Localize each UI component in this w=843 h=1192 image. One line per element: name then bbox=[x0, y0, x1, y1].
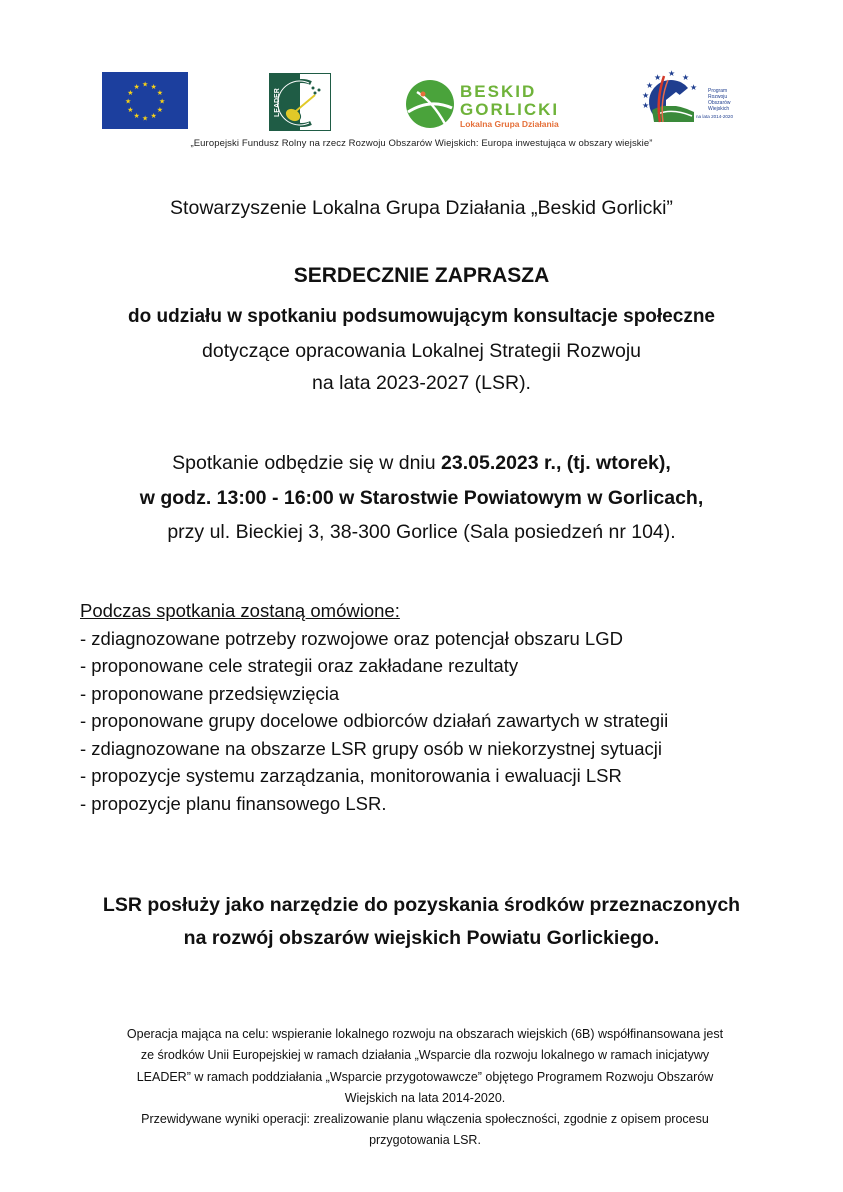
svg-text:★: ★ bbox=[642, 91, 650, 100]
beskid-logo-line3: Lokalna Grupa Działania bbox=[460, 119, 559, 129]
agenda-item: - zdiagnozowane potrzeby rozwojowe oraz potencjał obszaru LGD bbox=[80, 627, 623, 649]
leader-logo-text: LEADER bbox=[274, 88, 281, 117]
eu-flag-logo bbox=[102, 72, 188, 129]
eu-star-icon: ★ bbox=[125, 97, 132, 106]
svg-text:★: ★ bbox=[654, 73, 662, 82]
eu-star-icon: ★ bbox=[142, 80, 149, 89]
eu-star-icon: ★ bbox=[150, 112, 157, 121]
prow-logo bbox=[640, 70, 740, 126]
footer-line: Operacja mająca na celu: wspieranie lokalnego rozwoju na obszarach wiejskich (6B) współfinansowana jest bbox=[126, 1027, 724, 1041]
svg-text:★: ★ bbox=[646, 81, 654, 90]
prow-logo-line2: Rozwoju bbox=[708, 94, 728, 100]
prow-logo-years: na lata 2014-2020 bbox=[696, 114, 734, 119]
footer-line: ze środków Unii Europejskiej w ramach działania „Wsparcie dla rozwoju lokalnego w ramach inicjatywy bbox=[140, 1048, 710, 1063]
prow-logo-line1: Program bbox=[708, 88, 728, 94]
agenda-item: - propozycje planu finansowego LSR. bbox=[80, 792, 387, 814]
agenda-item: - proponowane grupy docelowe odbiorców działań zawartych w strategii bbox=[80, 710, 669, 731]
organization-name: Stowarzyszenie Lokalna Grupa Działania „Beskid Gorlicki” bbox=[170, 197, 673, 219]
footer-line: LEADER” w ramach poddziałania „Wsparcie przygotowawcze” objętego Programem Rozwoju Obszarów bbox=[136, 1069, 714, 1084]
fund-tagline: „Europejski Fundusz Rolny na rzecz Rozwoju Obszarów Wiejskich: Europa inwestująca w obszary wiejskie” bbox=[190, 138, 653, 149]
eu-star-icon: ★ bbox=[159, 97, 166, 106]
summary-line-1: LSR posłuży jako narzędzie do pozyskania środków przeznaczonych bbox=[102, 894, 741, 916]
eu-star-icon: ★ bbox=[127, 89, 134, 97]
eu-star-icon: ★ bbox=[133, 82, 140, 91]
invite-line-2: na lata 2023-2027 (LSR). bbox=[312, 372, 531, 394]
eu-star-icon: ★ bbox=[133, 112, 140, 121]
agenda-item: - proponowane cele strategii oraz zakładane rezultaty bbox=[80, 655, 519, 676]
beskid-gorlicki-logo bbox=[405, 78, 575, 130]
funding-footer bbox=[80, 1024, 770, 1152]
agenda-item: - proponowane przedsięwzięcia bbox=[80, 682, 340, 704]
svg-text:★: ★ bbox=[642, 101, 650, 110]
prow-logo-line3: Obszarów bbox=[708, 100, 731, 106]
meeting-time-place: w godz. 13:00 - 16:00 w Starostwie Powiatowym w Gorlicach, bbox=[139, 487, 704, 509]
footer-line: przygotowania LSR. bbox=[369, 1133, 481, 1148]
footer-line: Przewidywane wyniki operacji: zrealizowanie planu włączenia społeczności, zgodnie z opisem procesu bbox=[141, 1112, 709, 1127]
eu-star-icon: ★ bbox=[150, 82, 157, 91]
meeting-date: 23.05.2023 r., (tj. wtorek), bbox=[441, 452, 671, 474]
summary-line-2: na rozwój obszarów wiejskich Powiatu Gorlickiego. bbox=[183, 927, 660, 949]
invite-subtitle: do udziału w spotkaniu podsumowującym konsultacje społeczne bbox=[128, 306, 715, 327]
eu-star-icon: ★ bbox=[156, 106, 163, 114]
eu-star-icon: ★ bbox=[142, 114, 149, 123]
prow-logo-line4: Wiejskich bbox=[708, 106, 730, 112]
invite-line-1: dotyczące opracowania Lokalnej Strategii Rozwoju bbox=[202, 340, 641, 362]
meeting-address: przy ul. Bieckiej 3, 38-300 Gorlice (Sala posiedzeń nr 104). bbox=[167, 521, 676, 543]
eu-star-icon: ★ bbox=[127, 106, 134, 114]
eu-stars-icon bbox=[102, 72, 188, 129]
agenda-item: - zdiagnozowane na obszarze LSR grupy osób w niekorzystnej sytuacji bbox=[80, 737, 663, 759]
eu-star-icon: ★ bbox=[156, 89, 163, 97]
meeting-date-line bbox=[0, 452, 843, 475]
svg-text:★: ★ bbox=[668, 70, 676, 78]
agenda-heading: Podczas spotkania zostaną omówione: bbox=[80, 600, 400, 621]
svg-text:★: ★ bbox=[690, 83, 698, 92]
logo-bar bbox=[0, 0, 843, 150]
leader-logo bbox=[269, 73, 331, 131]
beskid-logo-line1: BESKID bbox=[460, 82, 537, 101]
beskid-logo-line2: GORLICKI bbox=[460, 100, 560, 119]
invite-title: SERDECZNIE ZAPRASZA bbox=[293, 264, 550, 287]
meeting-prefix: Spotkanie odbędzie się w dniu bbox=[172, 452, 442, 474]
agenda-list bbox=[80, 597, 668, 817]
agenda-item: - propozycje systemu zarządzania, monitorowania i ewaluacji LSR bbox=[80, 765, 622, 786]
footer-line: Wiejskich na lata 2014-2020. bbox=[344, 1090, 506, 1105]
svg-text:★: ★ bbox=[682, 73, 690, 82]
summary-statement bbox=[0, 889, 843, 955]
